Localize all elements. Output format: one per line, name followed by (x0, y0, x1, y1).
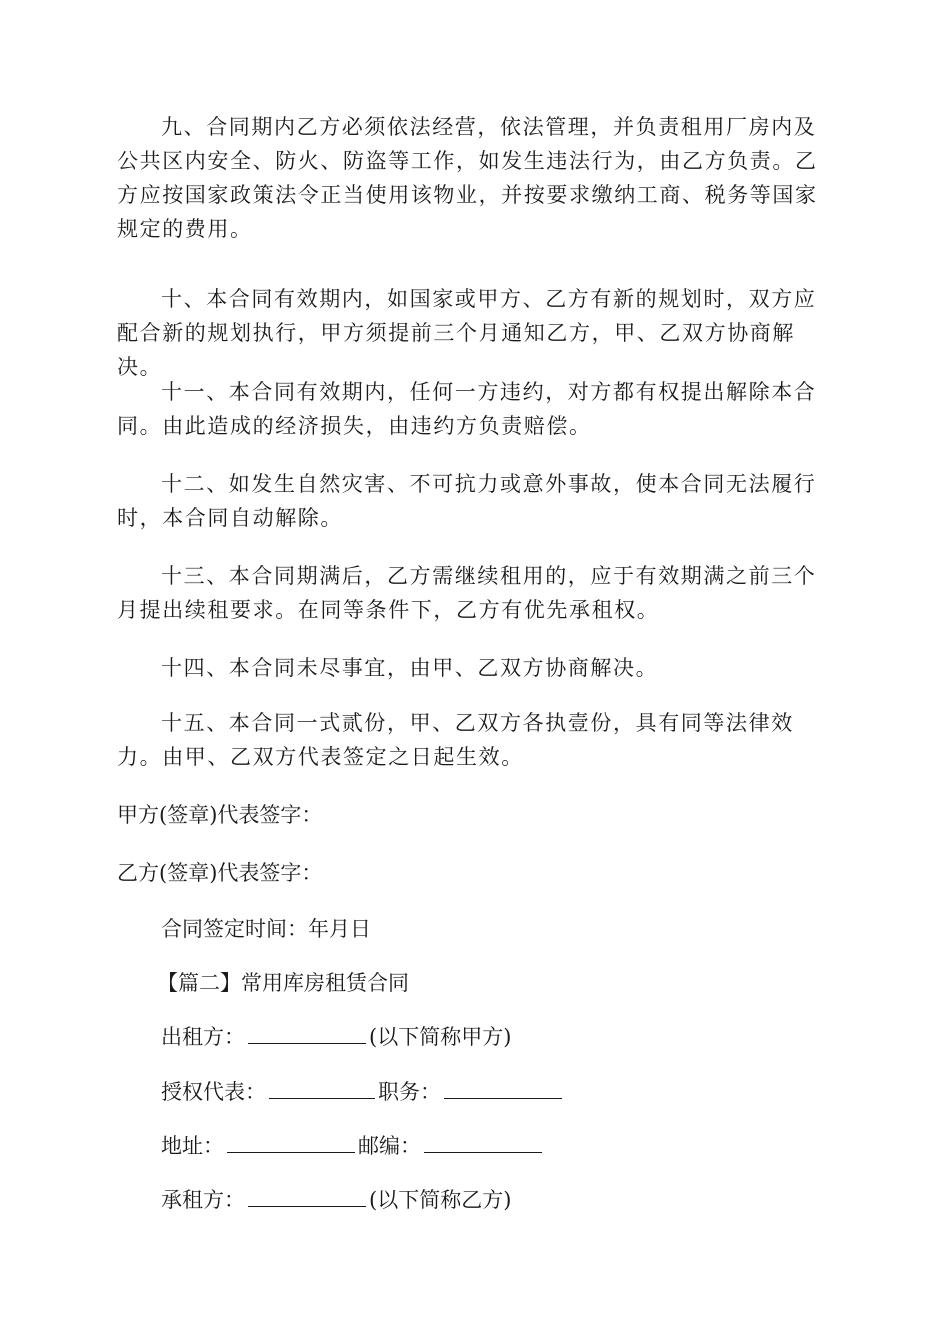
lessor-suffix: (以下简称甲方) (369, 1025, 512, 1049)
lessor-blank[interactable] (248, 1021, 366, 1044)
clause-15: 十五、本合同一式贰份，甲、乙双方各执壹份，具有同等法律效力。由甲、乙双方代表签定之日起生效。 (117, 711, 794, 769)
representative-blank[interactable] (269, 1076, 375, 1099)
address-row (161, 1129, 545, 1163)
lessee-label: 承租方： (161, 1188, 245, 1212)
section-title: 【篇二】常用库房租赁合同 (157, 971, 409, 995)
clause-11: 十一、本合同有效期内，任何一方违约，对方都有权提出解除本合同。由此造成的经济损失，由违约方负责赔偿。 (117, 380, 817, 438)
representative-label: 授权代表： (161, 1080, 266, 1104)
clause-13: 十三、本合同期满后，乙方需继续租用的，应于有效期满之前三个月提出续租要求。在同等条件下，乙方有优先承租权。 (117, 564, 817, 622)
clause-14: 十四、本合同未尽事宜，由甲、乙双方协商解决。 (161, 656, 659, 680)
lessee-row (161, 1183, 511, 1217)
postcode-label: 邮编： (358, 1134, 421, 1158)
lessor-label: 出租方： (161, 1025, 245, 1049)
party-b-signature: 乙方(签章)代表签字： (117, 861, 323, 885)
postcode-blank[interactable] (424, 1130, 542, 1153)
lessor-row (161, 1020, 511, 1054)
party-a-signature: 甲方(签章)代表签字： (117, 803, 323, 827)
lessee-suffix: (以下简称乙方) (369, 1188, 512, 1212)
lessee-blank[interactable] (248, 1184, 366, 1207)
position-label: 职务： (378, 1080, 441, 1104)
clause-12: 十二、如发生自然灾害、不可抗力或意外事故，使本合同无法履行时，本合同自动解除。 (117, 472, 817, 530)
address-blank[interactable] (227, 1130, 355, 1153)
address-label: 地址： (161, 1134, 224, 1158)
clause-9: 九、合同期内乙方必须依法经营，依法管理，并负责租用厂房内及公共区内安全、防火、防盗等工作，如发生违法行为，由乙方负责。乙方应按国家政策法令正当使用该物业，并按要求缴纳工商、税务等国家规定的费用。 (117, 115, 818, 241)
clause-10: 十、本合同有效期内，如国家或甲方、乙方有新的规划时，双方应配合新的规划执行，甲方须提前三个月通知乙方，甲、乙双方协商解决。 (117, 287, 817, 379)
position-blank[interactable] (444, 1076, 562, 1099)
representative-row (161, 1075, 565, 1109)
signing-date: 合同签定时间：年月日 (161, 917, 371, 941)
